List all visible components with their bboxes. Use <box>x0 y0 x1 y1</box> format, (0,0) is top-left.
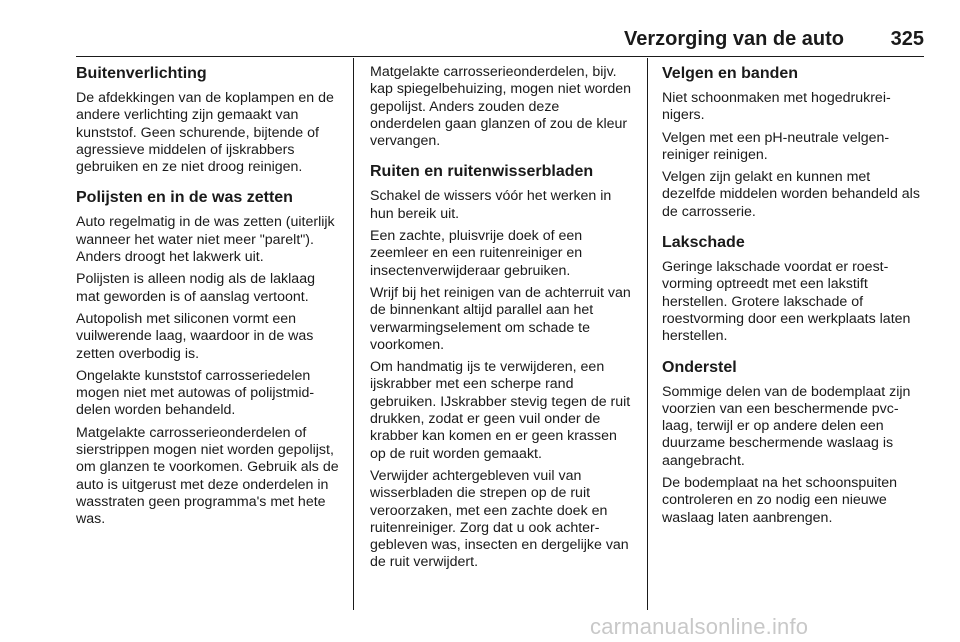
paragraph: Een zachte, pluisvrije doek of een zeemleer en een ruitenreiniger en insectenverwijderaar gebruiken. <box>370 228 583 279</box>
paragraph: Om handmatig ijs te verwijderen, een ijskrabber met een scherpe rand gebruiken. IJskrabber stevig tegen de ruit drukken, zodat er geen vuil onder de krabber kan komen en er geen krassen op de ruit worden gemaakt. <box>370 359 631 462</box>
paragraph: Auto regelmatig in de was zetten (uiterlijk wanneer het water niet meer "parelt"). Anders droogt het lakwerk uit. <box>76 214 335 266</box>
section-heading-polijsten: Polijsten en in de was zetten <box>76 189 293 207</box>
paragraph: Velgen met een pH-neutrale velgen- reiniger reinigen. <box>662 129 890 163</box>
page-number: 325 <box>890 28 924 50</box>
paragraph: Ongelakte kunststof carrosseriedelen mogen niet met autowas of polijstmid- delen worden behandeld. <box>76 367 315 419</box>
paragraph: Velgen zijn gelakt en kunnen met dezelfde middelen worden behandeld als de carrosserie. <box>662 169 920 220</box>
section-heading-buitenverlichting: Buitenverlichting <box>76 65 207 82</box>
paragraph: Geringe lakschade voordat er roest- vorming optreedt met een lakstift herstellen. Grotere lakschade of roestvorming door een werkplaats laten herstellen. <box>662 259 911 345</box>
section-heading-velgen: Velgen en banden <box>662 65 799 82</box>
column-divider <box>647 58 648 610</box>
watermark: carmanualsonline.info <box>590 614 809 639</box>
header-rule <box>76 56 924 57</box>
column-divider <box>353 58 354 610</box>
paragraph: Verwijder achtergebleven vuil van wisserbladen die strepen op de ruit veroorzaken, met een zachte doek en ruitenreiniger. Zorg dat u ook achter- gebleven was, insecten en dergelijke van de ruit verwijdert. <box>370 467 629 571</box>
section-heading-ruiten: Ruiten en ruitenwisserbladen <box>370 163 594 181</box>
paragraph: Autopolish met siliconen vormt een vuilwerende laag, waardoor in de was zetten overbodig is. <box>76 310 314 362</box>
column-right <box>662 64 926 532</box>
paragraph: Sommige delen van de bodemplaat zijn voorzien van een beschermende pvc-laag, terwijl er op andere delen een duurzame beschermende waslaag is aangebracht. <box>662 383 911 469</box>
paragraph: Polijsten is alleen nodig als de laklaag mat geworden is of aanslag vertoont. <box>76 271 315 305</box>
section-heading-onderstel: Onderstel <box>662 358 737 376</box>
column-left <box>76 64 340 534</box>
paragraph: De bodemplaat na het schoonspuiten controleren en zo nodig een nieuwe waslaag laten aanbrengen. <box>662 475 898 526</box>
section-heading-lakschade: Lakschade <box>662 234 745 252</box>
paragraph: De afdekkingen van de koplampen en de andere verlichting zijn gemaakt van kunststof. Geen schurende, bijtende of agressieve middelen of ijskrabbers gebruiken en ze niet droog reinigen. <box>76 90 334 176</box>
page-header <box>76 22 924 52</box>
paragraph: Wrijf bij het reinigen van de achterruit van de binnenkant altijd parallel aan het verwarmingselement om schade te voorkomen. <box>370 284 631 353</box>
paragraph: Niet schoonmaken met hogedrukrei- nigers. <box>662 90 891 124</box>
paragraph: Matgelakte carrosserieonderdelen of sierstrippen mogen niet worden gepolijst, om glanzen te voorkomen. Gebruik als de auto is uitgerust met deze onderdelen in wasstraten geen programma's met hete was. <box>76 424 339 528</box>
column-middle <box>370 64 634 577</box>
page-title: Verzorging van de auto <box>623 28 844 50</box>
paragraph: Schakel de wissers vóór het werken in hun bereik uit. <box>370 188 612 222</box>
paragraph: Matgelakte carrosserieonderdelen, bijv. kap spiegelbehuizing, mogen niet worden gepolijst. Anders zouden deze onderdelen gaan glanzen of zou de kleur vervangen. <box>370 64 632 150</box>
